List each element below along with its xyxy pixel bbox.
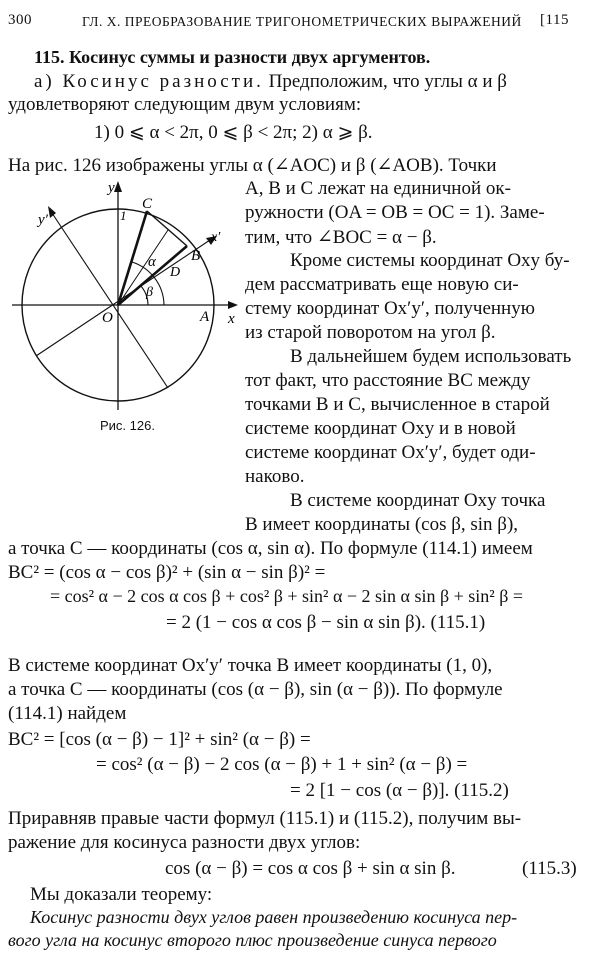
- formula-main: cos (α − β) = cos α cos β + sin α sin β.: [165, 858, 456, 879]
- text-line: системе координат Oxy и в новой: [245, 418, 516, 439]
- formula-line: = cos² (α − β) − 2 cos (α − β) + 1 + sin² (α − β) =: [96, 754, 468, 775]
- figure-126: [8, 178, 240, 418]
- label-a: A: [200, 309, 210, 325]
- text-line: Кроме системы координат Oxy бу-: [290, 250, 570, 271]
- formula-line: BC² = [cos (α − β) − 1]² + sin² (α − β) =: [8, 729, 311, 750]
- formula-line: = cos² α − 2 cos α cos β + cos² β + sin² α − 2 sin α sin β + sin² β =: [50, 586, 524, 606]
- section-mark: [115: [540, 12, 569, 28]
- text-line: тот факт, что расстояние BC между: [245, 370, 531, 391]
- subsection-a-label: а) Косинус разности.: [34, 71, 264, 92]
- paragraph-line: удовлетворяют следующим двум условиям:: [8, 94, 362, 115]
- text-line: дем рассматривать еще новую си-: [245, 274, 519, 295]
- text-line: ражение для косинуса разности двух углов:: [8, 832, 361, 853]
- label-x: x: [228, 311, 235, 327]
- text-line: Приравняв правые части формул (115.1) и (115.2), получим вы-: [8, 808, 522, 829]
- formula-line: BC² = (cos α − cos β)² + (sin α − sin β)² =: [8, 562, 326, 583]
- x-prime-axis: [36, 238, 213, 356]
- text-line: а точка C — координаты (cos (α − β), sin (α − β)). По формуле: [8, 679, 503, 700]
- page-number: 300: [8, 12, 32, 28]
- label-x-prime: x′: [211, 230, 221, 245]
- formula-line: = 2 [1 − cos (α − β)]. (115.2): [290, 780, 509, 801]
- label-o: O: [102, 310, 113, 326]
- theorem-line: вого угла на косинус второго плюс произведение синуса первого: [8, 930, 497, 950]
- text-line: В системе координат Oxy точка: [290, 490, 546, 511]
- formula-line: = 2 (1 − cos α cos β − sin α sin β). (115.1): [166, 612, 486, 633]
- text-line: B имеет координаты (cos β, sin β),: [245, 514, 519, 535]
- label-alpha: α: [148, 254, 156, 270]
- text-line: (114.1) найдем: [8, 703, 127, 724]
- text-line: В дальнейшем будем использовать: [290, 346, 572, 367]
- text-line: ружности (OA = OB = OC = 1). Заме-: [245, 202, 545, 223]
- text-line: A, B и C лежат на единичной ок-: [245, 178, 511, 199]
- running-title: ГЛ. X. ПРЕОБРАЗОВАНИЕ ТРИГОНОМЕТРИЧЕСКИХ ВЫРАЖЕНИЙ: [82, 14, 522, 29]
- text-line: точками B и C, вычисленное в старой: [245, 394, 550, 415]
- text-line: а точка C — координаты (cos α, sin α). По формуле (114.1) имеем: [8, 538, 533, 559]
- label-one: 1: [120, 208, 127, 223]
- label-beta: β: [146, 285, 153, 300]
- subsection-a: [34, 71, 507, 93]
- text-line: В системе координат Ox′y′ точка B имеет координаты (1, 0),: [8, 655, 493, 676]
- figure-caption: Рис. 126.: [100, 418, 155, 433]
- text-line: наково.: [245, 466, 305, 487]
- text-line: из старой поворотом на угол β.: [245, 322, 496, 343]
- text-line: системе координат Ox′y′, будет оди-: [245, 442, 536, 463]
- text-line: тим, что ∠BOC = α − β.: [245, 227, 437, 248]
- formula-main-number: (115.3): [522, 858, 577, 879]
- label-d: D: [170, 265, 181, 280]
- text-line: стему координат Ox′y′, полученную: [245, 298, 535, 319]
- label-b: B: [191, 248, 201, 264]
- conditions-formula: 1) 0 ⩽ α < 2π, 0 ⩽ β < 2π; 2) α ⩾ β.: [94, 122, 373, 143]
- label-y: y: [108, 180, 115, 196]
- label-c: C: [142, 196, 153, 212]
- section-title: 115. Косинус суммы и разности двух аргументов.: [34, 47, 431, 67]
- theorem-intro: Мы доказали теорему:: [30, 884, 213, 905]
- text-line: На рис. 126 изображены углы α (∠AOC) и β (∠AOB). Точки: [8, 155, 497, 176]
- subsection-a-text: Предположим, что углы α и β: [268, 71, 507, 92]
- y-prime-axis-arrow-icon: [48, 206, 56, 218]
- y-axis-arrow-icon: [114, 181, 122, 192]
- x-axis-arrow-icon: [228, 301, 238, 309]
- chord-bc: [147, 211, 187, 246]
- label-y-prime: y′: [38, 212, 48, 228]
- theorem-line: Косинус разности двух углов равен произведению косинуса пер-: [30, 907, 518, 927]
